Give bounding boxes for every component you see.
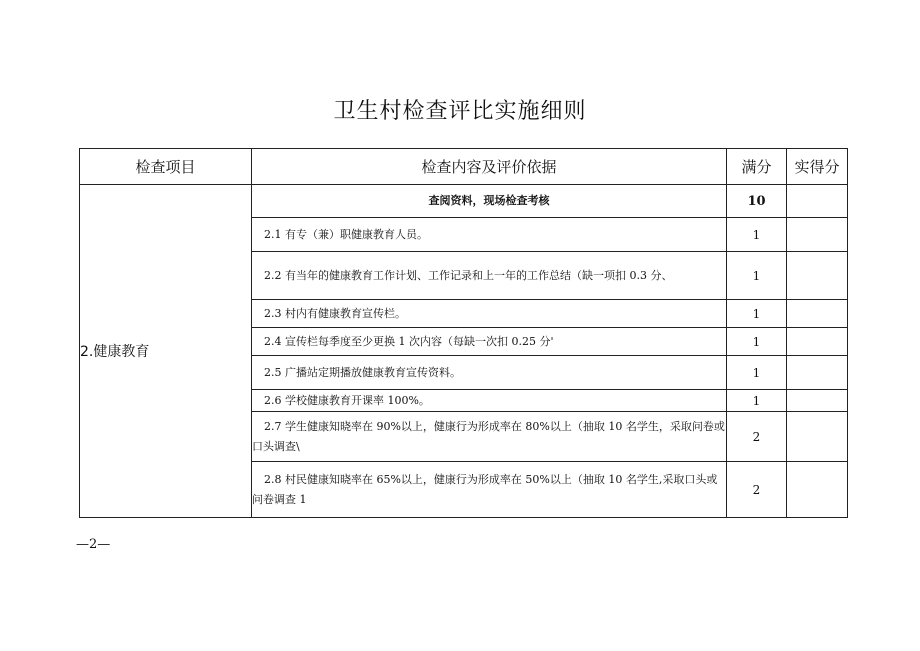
method-score: 10	[727, 185, 787, 218]
actual-score-cell	[787, 328, 848, 356]
document-title: 卫生村检查评比实施细则	[333, 99, 587, 124]
criterion-score: 1	[727, 390, 787, 412]
criterion-score: 1	[727, 328, 787, 356]
actual-score-cell	[787, 252, 848, 300]
criterion-text: 2.1 有专（兼）职健康教育人员。	[252, 218, 727, 252]
actual-score-cell	[787, 356, 848, 390]
header-full-score: 满分	[727, 149, 787, 185]
header-actual-score: 实得分	[787, 149, 848, 185]
criterion-text: 2.6 学校健康教育开课率 100%。	[252, 390, 727, 412]
criterion-score: 1	[727, 356, 787, 390]
actual-score-cell	[787, 412, 848, 462]
header-item: 检查项目	[80, 149, 252, 185]
actual-score-cell	[787, 300, 848, 328]
criterion-score: 2	[727, 412, 787, 462]
criterion-score: 1	[727, 252, 787, 300]
criterion-text: 2.2 有当年的健康教育工作计划、工作记录和上一年的工作总结（缺一项扣 0.3 分、	[252, 252, 727, 300]
criterion-score: 1	[727, 300, 787, 328]
check-method: 查阅资料，现场检查考核	[252, 185, 727, 218]
header-content: 检查内容及评价依据	[252, 149, 727, 185]
page-number: —2—	[76, 537, 111, 552]
actual-score-cell	[787, 390, 848, 412]
evaluation-table	[79, 148, 848, 518]
criterion-score: 1	[727, 218, 787, 252]
section-name: 2.健康教育	[80, 185, 252, 518]
actual-score-cell	[787, 218, 848, 252]
criterion-text: 2.5 广播站定期播放健康教育宣传资料。	[252, 356, 727, 390]
criterion-text: 2.8 村民健康知晓率在 65%以上，健康行为形成率在 50%以上（抽取 10 名学生,采取口头或问卷调查 1	[252, 462, 727, 518]
actual-score-cell	[787, 462, 848, 518]
criterion-text: 2.7 学生健康知晓率在 90%以上，健康行为形成率在 80%以上（抽取 10 名学生，采取问卷或口头调查\	[252, 412, 727, 462]
table-header-row	[80, 149, 848, 185]
criterion-text: 2.3 村内有健康教育宣传栏。	[252, 300, 727, 328]
criterion-text: 2.4 宣传栏每季度至少更换 1 次内容（每缺一次扣 0.25 分'	[252, 328, 727, 356]
criterion-score: 2	[727, 462, 787, 518]
actual-score-cell	[787, 185, 848, 218]
table-row	[80, 185, 848, 218]
